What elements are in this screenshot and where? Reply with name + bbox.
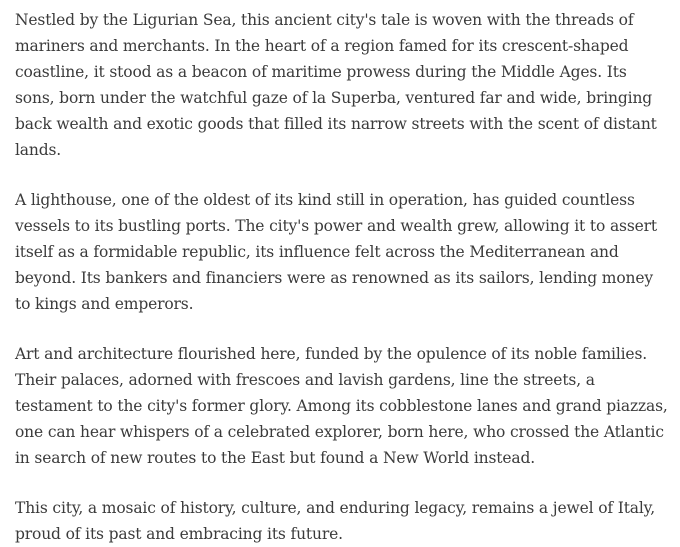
paragraph-3: Art and architecture flourished here, funded by the opulence of its noble families. Their palaces, adorned with frescoes and lavish gardens, line the streets, a testament to the city's former glory. Among its cobblestone lanes and grand piazzas, one can hear whispers of a celebrated explorer, born here, who crossed the Atlantic in search of new routes to the East but found a New World instead.	[15, 345, 668, 467]
paragraph-1: Nestled by the Ligurian Sea, this ancient city's tale is woven with the threads of mariners and merchants. In the heart of a region famed for its crescent-shaped coastline, it stood as a beacon of maritime prowess during the Middle Ages. Its sons, born under the watchful gaze of la Superba, ventured far and wide, bringing back wealth and exotic goods that filled its narrow streets with the scent of distant lands.	[15, 11, 657, 159]
paragraph-2: A lighthouse, one of the oldest of its kind still in operation, has guided countless vessels to its bustling ports. The city's power and wealth grew, allowing it to assert itself as a formidable republic, its influence felt across the Mediterranean and beyond. Its bankers and financiers were as renowned as its sailors, lending money to kings and emperors.	[15, 191, 657, 313]
paragraph-4: This city, a mosaic of history, culture, and enduring legacy, remains a jewel of Italy, proud of its past and embracing its future.	[15, 499, 656, 543]
